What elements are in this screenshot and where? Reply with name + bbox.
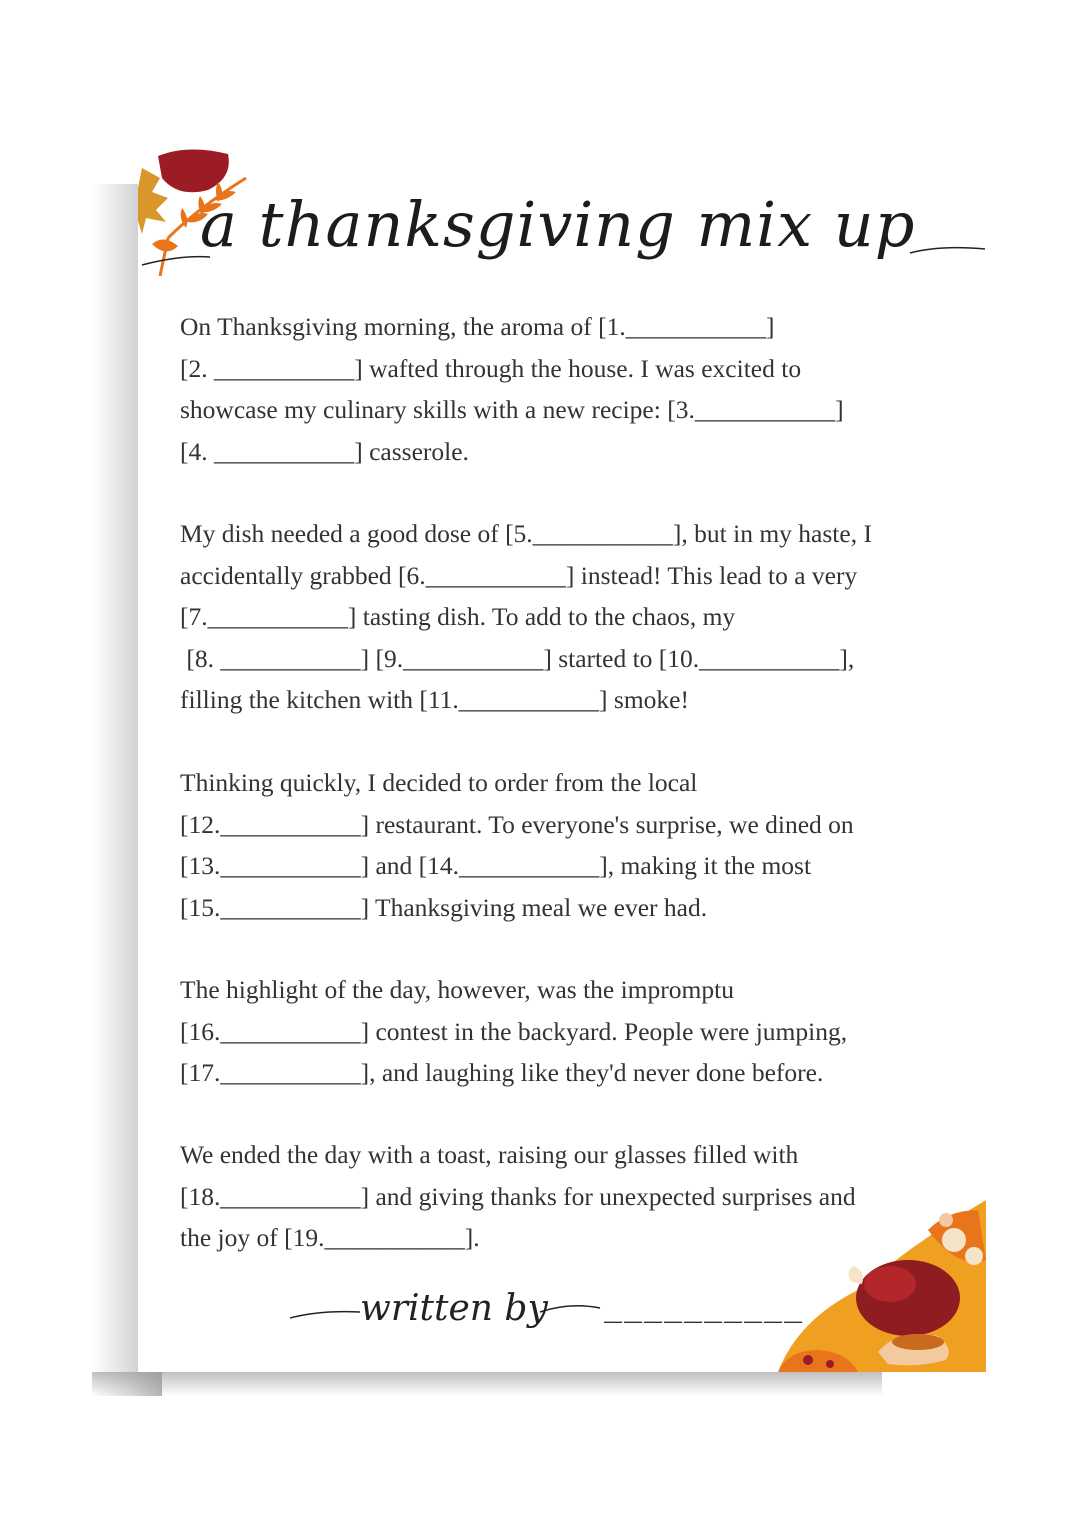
story-line: showcase my culinary skills with a new recipe: [3.___________] bbox=[180, 395, 844, 424]
written-by-label: written by bbox=[360, 1288, 548, 1329]
thanksgiving-turkey-icon bbox=[778, 1200, 986, 1372]
page-shadow-bottom bbox=[92, 1372, 882, 1396]
story-line: [2. ___________] wafted through the house. I was excited to bbox=[180, 353, 802, 383]
paragraph-3 bbox=[180, 762, 970, 928]
story-line: [8. ___________] [9.___________] started to [10.___________], bbox=[180, 643, 855, 673]
story-line: The highlight of the day, however, was the impromptu bbox=[180, 975, 734, 1004]
story-line: On Thanksgiving morning, the aroma of [1.___________] bbox=[180, 312, 775, 341]
story-line: [13.___________] and [14.___________], making it the most bbox=[180, 851, 812, 880]
paragraph-4 bbox=[180, 969, 970, 1094]
signature-line: __________ bbox=[604, 1296, 805, 1330]
story-line: the joy of [19.___________]. bbox=[180, 1223, 480, 1252]
story-line: [12.___________] restaurant. To everyone's surprise, we dined on bbox=[180, 809, 854, 839]
story-line: [4. ___________] casserole. bbox=[180, 436, 469, 466]
story-line: accidentally grabbed [6.___________] instead! This lead to a very bbox=[180, 560, 858, 590]
paragraph-1 bbox=[180, 306, 970, 472]
page-title: a thanksgiving mix up bbox=[200, 188, 916, 261]
story-line: Thinking quickly, I decided to order from the local bbox=[180, 768, 698, 797]
story-line: [16.___________] contest in the backyard. People were jumping, bbox=[180, 1016, 848, 1046]
story-line: [7.___________] tasting dish. To add to the chaos, my bbox=[180, 602, 736, 631]
story-line: My dish needed a good dose of [5.___________], but in my haste, I bbox=[180, 519, 872, 548]
story-line: filling the kitchen with [11.___________] smoke! bbox=[180, 685, 689, 714]
story-line: [15.___________] Thanksgiving meal we ever had. bbox=[180, 892, 708, 922]
story-line: [17.___________], and laughing like they'd never done before. bbox=[180, 1058, 824, 1087]
paragraph-2 bbox=[180, 513, 970, 721]
story-line: [18.___________] and giving thanks for unexpected surprises and bbox=[180, 1181, 856, 1211]
story-line: We ended the day with a toast, raising our glasses filled with bbox=[180, 1140, 799, 1169]
